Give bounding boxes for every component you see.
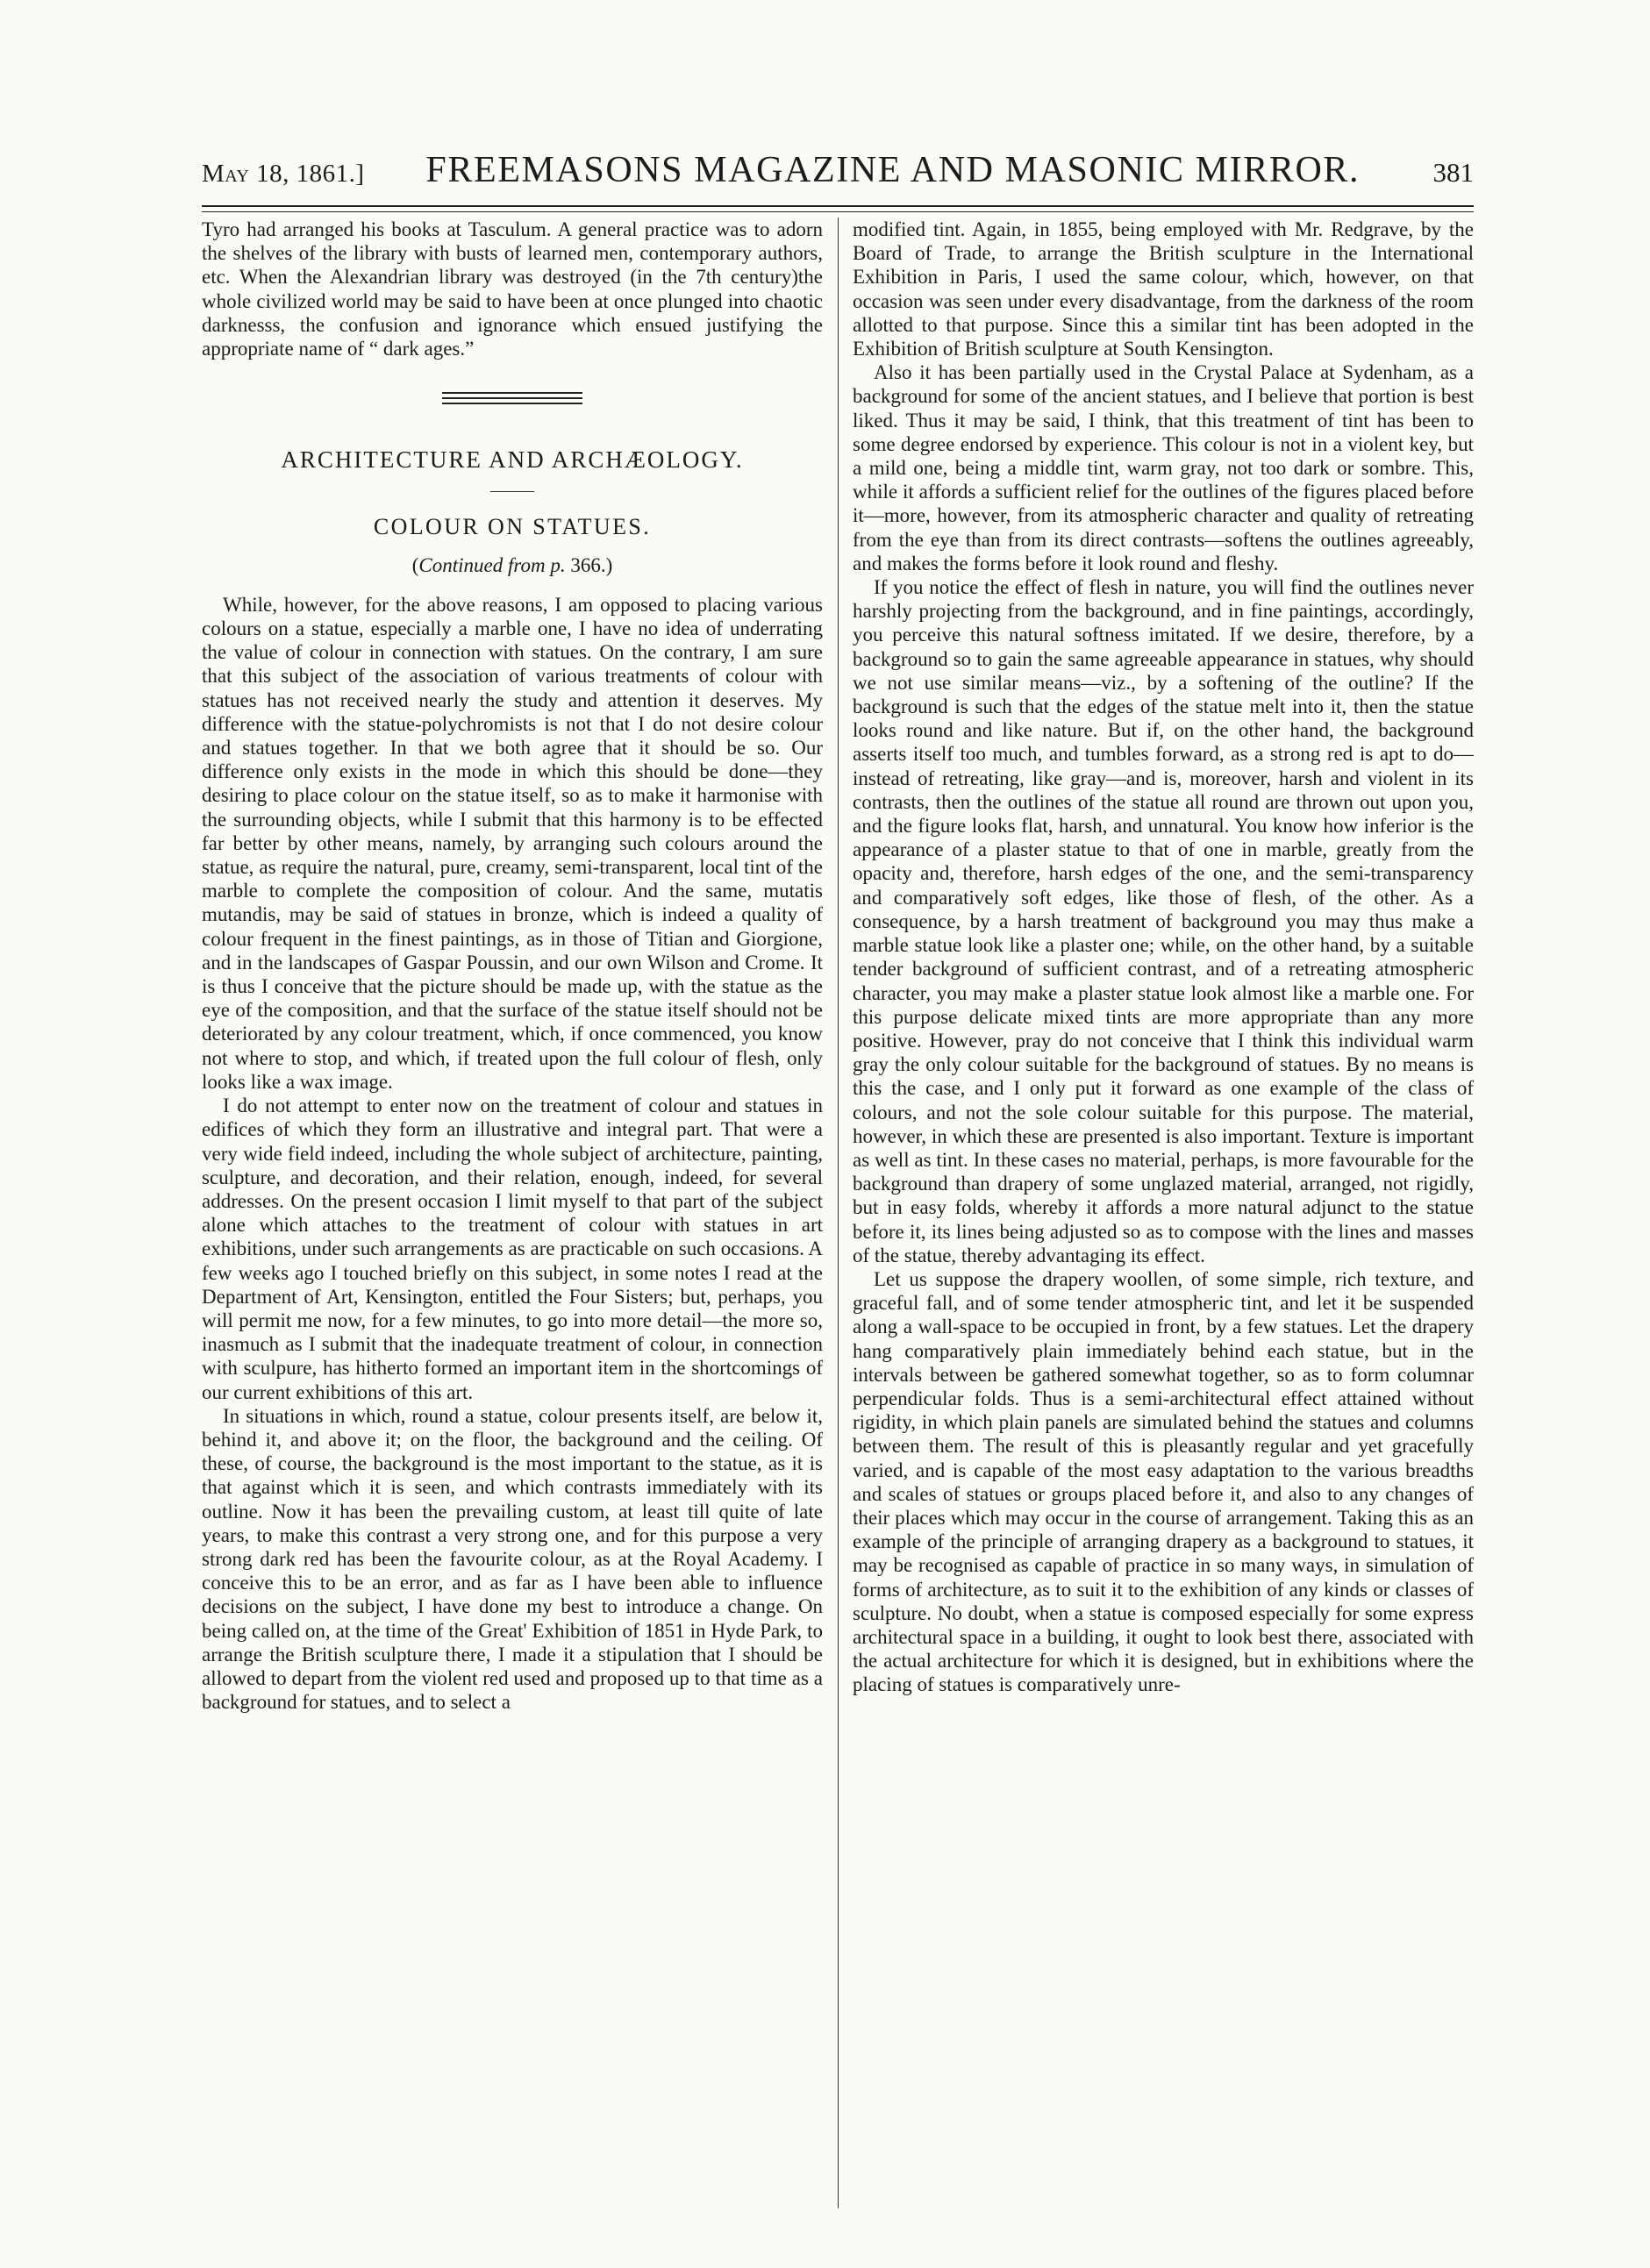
paragraph: If you notice the effect of flesh in nature, you will find the outlines never harshly projecting from the background, and in fine paintings, accordingly, you perceive this natural softness imitated. If we desire, therefore, by a background so to gain the same agreeable appearance in statues, why should we not use similar means—viz., by a softening of the outline? If the background is such that the edges of the statue melt into it, then the statue looks round and like nature. But if, on the other hand, the background asserts itself too much, and tumbles forward, as a strong red is apt to do—instead of retreating, like gray—and is, moreover, harsh and violent in its contrasts, then the outlines of the statue all round are thrown out upon you, and the figure looks flat, harsh, and unnatural. You know how inferior is the appearance of a plaster statue to that of one in marble, greatly from the opacity and, therefore, harsh edges of the one, and the semi-transparency and comparatively soft edges, like those of flesh, of the other. As a consequence, by a harsh treatment of background you may thus make a marble statue look like a plaster one; while, on the other hand, by a suitable tender background of sufficient contrast, and of a retreating atmospheric character, you may make a plaster statue look almost like a marble one. For this purpose delicate mixed tints are more appropriate than any more positive. However, pray do not conceive that I think this individual warm gray the only colour suitable for the background of statues. By no means is this the case, and I only put it forward as one example of the class of colours, and not the sole colour suitable for this purpose. The material, however, in which these are presented is also important. Texture is important as well as tint. In these cases no material, perhaps, is more favourable for the background than drapery of some unglazed material, arranged, not rigidly, but in easy folds, whereby it affords a more natural adjunct to the statue before it, its lines being adjusted so as to compose with the lines and masses of the statue, thereby advantaging its effect. bbox=[853, 576, 1474, 1266]
issue-date: May 18, 1861.] bbox=[202, 160, 365, 188]
paragraph: modified tint. Again, in 1855, being employed with Mr. Redgrave, by the Board of Trade, to arrange the British sculpture in the International Exhibition in Paris, I used the same colour, which, however, on that occasion was seen under every disadvantage, from the darkness of the room allotted to that purpose. Since this a similar tint has been adopted in the Exhibition of British sculpture at South Kensington. bbox=[853, 218, 1474, 360]
section-heading: ARCHITECTURE AND ARCHÆOLOGY. bbox=[281, 446, 744, 474]
article-title: COLOUR ON STATUES. bbox=[373, 514, 652, 540]
continued-note: (Continued from p. 366.) bbox=[411, 553, 613, 576]
continued-page: 366. bbox=[570, 553, 606, 576]
continued-label: Continued from p. bbox=[418, 553, 566, 576]
paragraph: Let us suppose the drapery woollen, of some simple, rich texture, and graceful fall, and of some tender atmospheric tint, and let it be suspended along a wall-space to be occupied in front, by a few statues. Let the drapery hang comparatively plain immediately behind each statue, but in the intervals between be gathered somewhat together, so as to form columnar perpendicular folds. Thus is a semi-architectural effect attained without rigidity, in which plain panels are simulated behind the statues and columns between them. The result of this is pleasantly regular and yet gracefully varied, and is capable of the most easy adaptation to the various breadths and scales of statues or groups placed before it, and also to any changes of their places which may occur in the course of arrangement. Taking this as an example of the principle of arranging drapery as a background to statues, it may be recognised as capable of practice in so many ways, in simulation of forms of architecture, as to suit it to the exhibition of any kinds or classes of sculpture. No doubt, when a statue is composed especially for some express architectural space in a building, it ought to look best there, associated with the actual architecture for which it is designed, but in exhibitions where the placing of statues is comparatively unre- bbox=[853, 1267, 1474, 1696]
section-separator bbox=[442, 392, 582, 404]
column-divider bbox=[838, 218, 839, 2208]
page-number: 381 bbox=[1432, 157, 1474, 188]
heading-rule bbox=[490, 491, 534, 492]
right-column bbox=[853, 218, 1474, 2208]
publication-title: FREEMASONS MAGAZINE AND MASONIC MIRROR. bbox=[425, 150, 1361, 190]
paragraph: While, however, for the above reasons, I am opposed to placing various colours on a statue, especially a marble one, I have no idea of underrating the value of colour in connection with statues. On the contrary, I am sure that this subject of the association of various treatments of colour with statues has not received nearly the study and attention it deserves. My difference with the statue-polychromists is not that I do not desire colour and statues together. In that we both agree that it should be so. Our difference only exists in the mode in which this should be done—they desiring to place colour on the statue itself, so as to make it harmonise with the surrounding objects, while I submit that this harmony is to be effected far better by other means, namely, by arranging such colours around the statue, as require the natural, pure, creamy, semi-transparent, local tint of the marble to complete the composition of colour. And the same, mutatis mutandis, may be said of statues in bronze, which is indeed a quality of colour frequent in the finest paintings, as in those of Titian and Giorgione, and in the landscapes of Gaspar Poussin, and our own Wilson and Crome. It is thus I conceive that the picture should be made up, with the statue as the eye of the composition, and that the surface of the statue itself should not be deteriorated by any colour treatment, which, if once commenced, you know not where to stop, and which, if treated upon the full colour of flesh, only looks like a wax image. bbox=[202, 593, 823, 1093]
paragraph: In situations in which, round a statue, colour presents itself, are below it, behind it, and above it; on the floor, the background and the ceiling. Of these, of course, the background is the most important to the statue, as it is that against which it is seen, and which contrasts immediately with its outline. Now it has been the prevailing custom, at least till quite of late years, to make this contrast a very strong one, and for this purpose a very strong dark red has been the favourite colour, as at the Royal Academy. I conceive this to be an error, and as far as I have been able to influence decisions on the subject, I have done my best to introduce a change. On being called on, at the time of the Great' Exhibition of 1851 in Hyde Park, to arrange the British sculpture there, I made it a stipulation that I should be allowed to depart from the violent red used and proposed up to that time as a background for statues, and to select a bbox=[202, 1404, 823, 1714]
masthead bbox=[202, 149, 1474, 198]
header-rule bbox=[202, 205, 1474, 212]
newspaper-page bbox=[202, 149, 1474, 2219]
paragraph: I do not attempt to enter now on the treatment of colour and statues in edifices of which they form an illustrative and integral part. That were a very wide field indeed, including the whole subject of architecture, painting, sculpture, and decoration, and their relation, enough, indeed, for several addresses. On the present occasion I limit myself to that part of the subject alone which attaches to the treatment of colour with statues in art exhibitions, under such arrangements as are practicable on such occasions. A few weeks ago I touched briefly on this subject, in some notes I read at the Department of Art, Kensington, entitled the Four Sisters; but, perhaps, you will permit me now, for a few minutes, to go into more detail—the more so, inasmuch as I submit that the inadequate treatment of colour, in connection with sculpure, has hitherto formed an important item in the shortcomings of our current exhibitions of this art. bbox=[202, 1095, 823, 1403]
paragraph: Also it has been partially used in the Crystal Palace at Sydenham, as a background for some of the ancient statues, and I believe that portion is best liked. Thus it may be said, I think, that this treatment of tint has been to some degree endorsed by experience. This colour is not in a violent key, but a mild one, being a middle tint, warm gray, not too dark or sombre. This, while it affords a sufficient relief for the outlines of the figures placed before it—more, however, from its atmospheric character and quality of retreating from the eye than from its direct contrasts—softens the outlines agreeably, and makes the forms before it look round and fleshy. bbox=[853, 361, 1474, 574]
text-columns bbox=[202, 218, 1474, 2208]
opening-paragraph: Tyro had arranged his books at Tasculum. A general practice was to adorn the shelves of the library with busts of learned men, contemporary authors, etc. When the Alexandrian library was destroyed (in the 7th century)the whole civilized world may be said to have been at once plunged into chaotic darknesss, the confusion and ignorance which ensued justifying the appropriate name of “ dark ages.” bbox=[202, 218, 823, 360]
left-column bbox=[202, 218, 823, 2208]
